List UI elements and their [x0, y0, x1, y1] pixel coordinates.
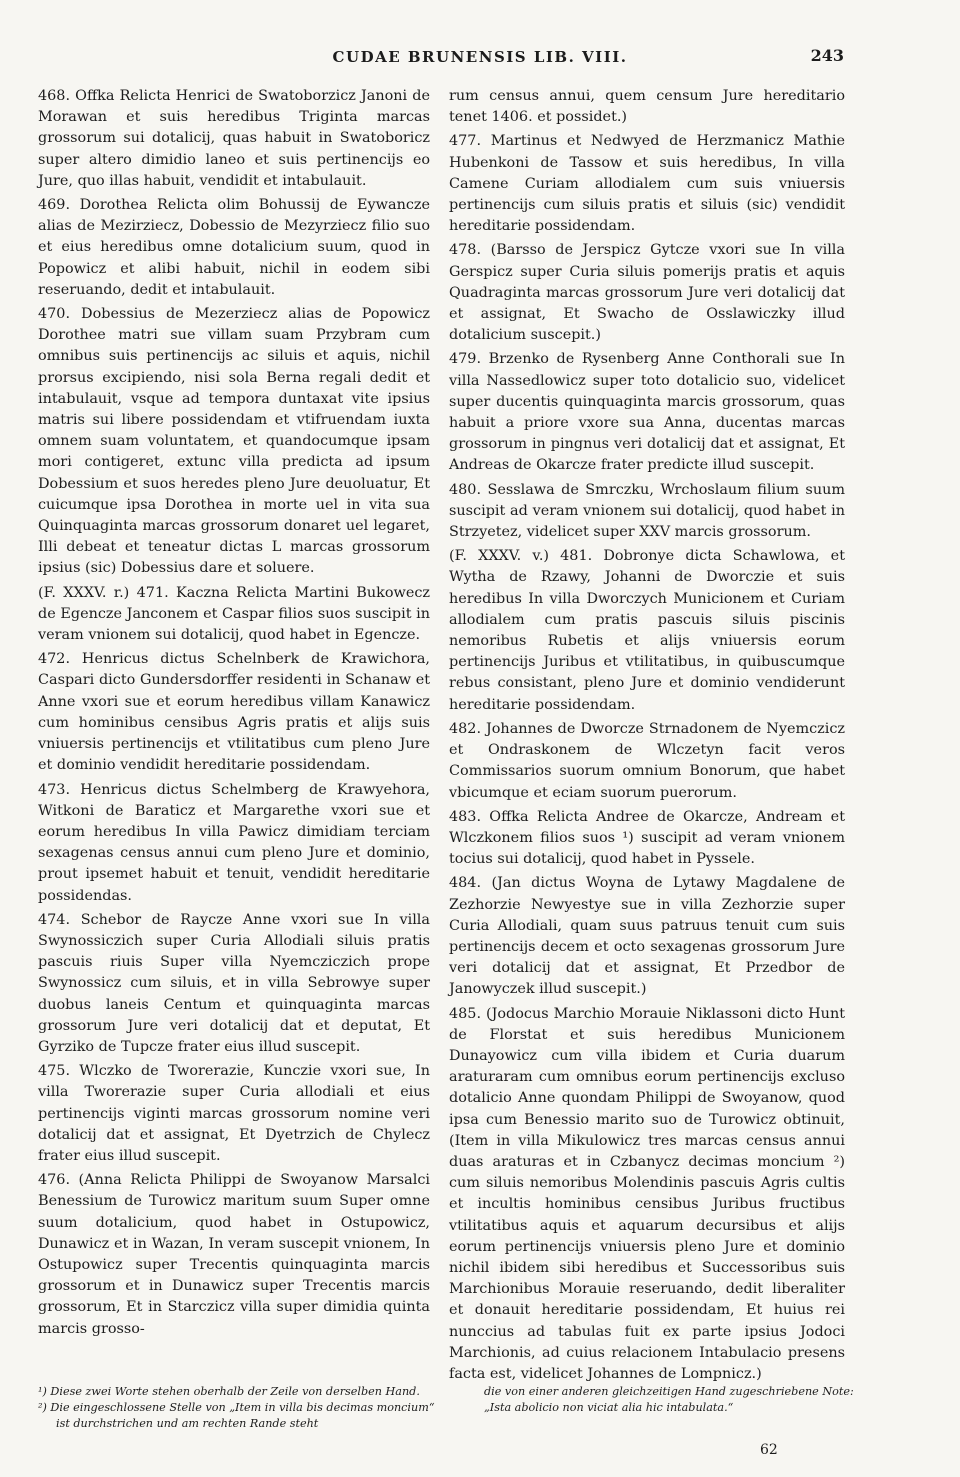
footnote-2: ²) Die eingeschlossene Stelle von „Item in villa bis decimas moncium“ ist durchstrichen und am rechten Rande steht — [38, 1401, 435, 1430]
entry-468: 468. Offka Relicta Henrici de Swatoborzicz Janoni de Morawan et suis heredibus Triginta marcas grossorum sui dotalicij, quas habuit in Swatoboricz super altero dimidio laneo et suis pertinencijs eo Jure, quo illas habuit, vendidit et intabulauit. — [38, 88, 430, 189]
entry-469: 469. Dorothea Relicta olim Bohussij de Eywancze alias de Mezirziecz, Dobessio de Mezyrziecz filio suo et eius heredibus omne dotalicium suum, quod in Popowicz et alibi habuit, nichil in eodem sibi reseruando, dedit et intabulauit. — [38, 197, 430, 298]
entry-482: 482. Johannes de Dworcze Strnadonem de Nyemczicz et Ondraskonem de Wlczetyn facit veros Commissarios suorum omnium Bonorum, que habet vbicumque et eciam suorum puerorum. — [449, 720, 845, 801]
footnote-1: ¹) Diese zwei Worte stehen oberhalb der Zeile von derselben Hand. — [38, 1385, 420, 1398]
entry-484: 484. (Jan dictus Woyna de Lytawy Magdalene de Zezhorzie Newyestye sue in villa Zezhorzie super Curia Allodiali, quam suus patruus tenuit cum suis pertinencijs decem et octo sexagenas grossorum Jure veri dotalicij dat et assignat, Et Przedbor de Janowyczek illud suscepit.) — [449, 875, 845, 998]
entry-479: 479. Brzenko de Rysenberg Anne Conthorali sue In villa Nassedlowicz super toto dotalicio suo, videlicet super ducentis quinquaginta marcis grossorum, quas habuit a priore vxore sua Anna, ducentas marcas grossorum in pingnus veri dotalicij dat et assignat, Et Andreas de Okarcze frater predicte illud suscepit. — [449, 351, 845, 474]
entry-474: 474. Schebor de Raycze Anne vxori sue In villa Swynossiczich super Curia Allodiali siluis pratis pascuis riuis Super villa Nyemcziczich prope Swynossicz cum siluis, et in villa Sebrowye super duobus laneis Centum et quinquaginta marcas grossorum Jure veri dotalicij dat et deputat, Et Gyrziko de Tupcze frater eius illud suscepit. — [38, 911, 430, 1055]
page-header — [0, 44, 960, 74]
footnote-2-continued: die von einer anderen gleichzeitigen Hand zugeschriebene Note: „Ista abolicio non viciat alia hic intabulata.“ — [484, 1385, 854, 1414]
entry-477: 477. Martinus et Nedwyed de Herzmanicz Mathie Hubenkoni de Tassow et suis heredibus, In villa Camene Curiam allodialem cum suis vniuersis pertinencijs cum siluis pratis et siluis (sic) vendidit hereditarie possidendam. — [449, 133, 845, 235]
entry-483: 483. Offka Relicta Andree de Okarcze, Andream et Wlczkonem filios suos ¹) suscipit ad veram vnionem tocius sui dotalicij, quod habet in Pyssele. — [449, 808, 845, 868]
entry-471: (F. XXXV. r.) 471. Kaczna Relicta Martini Bukowecz de Egencze Janconem et Caspar filios suos suscipit in veram vnionem sui dotalicij, quod habet in Egencze. — [38, 584, 430, 644]
entry-473: 473. Henricus dictus Schelmberg de Krawyehora, Witkoni de Baraticz et Margarethe vxori sue et eorum heredibus In villa Pawicz dimidiam terciam sexagenas census annui cum pleno Jure et dominio, prout ipsemet habuit et tenuit, vendidit hereditarie possidendas. — [38, 781, 430, 904]
right-column — [449, 86, 845, 1388]
entry-476: 476. (Anna Relicta Philippi de Swoyanow Marsalci Benessium de Turowicz maritum suum Super omne suum dotalicium, quod habet in Ostupowicz, Dunawicz et in Wazan, In veram suscepit vnionem, In Ostupowicz super Trecentis quinquaginta marcis grossorum et in Dunawicz super Trecentis marcis grossorum, Et in Starczicz villa super dimidia quinta marcis grosso- — [38, 1172, 430, 1337]
entry-472: 472. Henricus dictus Schelnberk de Krawichora, Caspari dicto Gundersdorffer residenti in Schanaw et Anne vxori sue et eorum heredibus villam Kanawicz cum hominibus censibus Agris pratis et alijs suis vniuersis pertinencijs et vtilitatibus cum pleno Jure et dominio vendidit hereditarie possidendam. — [38, 651, 430, 774]
left-column — [38, 86, 430, 1343]
entry-476-continued: rum census annui, quem censum Jure hereditario tenet 1406. et possidet.) — [449, 88, 845, 126]
running-head: CUDAE BRUNENSIS LIB. VIII. — [332, 48, 628, 66]
entry-475: 475. Wlczko de Tworerazie, Kunczie vxori sue, In villa Tworerazie super Curia allodiali et eius pertinencijs viginti marcas grossorum nomine veri dotalicij dat et assignat, Et Dyetrzich de Chylecz frater eius illud suscepit. — [38, 1063, 430, 1164]
sheet-number: 62 — [760, 1442, 778, 1458]
entry-470: 470. Dobessius de Mezerziecz alias de Popowicz Dorothee matri sue villam suam Przybram cum omnibus suis pertinencijs ac siluis et aquis, nichil prorsus excipiendo, nisi sola Berna regali dedit et intabulauit, vsque ad tempora duntaxat vite ipsius matris sui libere possidendam et vtifruendam iuxta omnem suam voluntatem, et quandocumque ipsam mori contigeret, extunc villa predicta ad ipsum Dobessium et suos heredes pleno Jure deuoluatur, Et cuicumque ipsa Dorothea in morte uel in vita sua Quinquaginta marcas grossorum donaret uel legaret, Illi debeat et teneatur dictas L marcas grossorum ipsius (sic) Dobessius dare et soluere. — [38, 306, 430, 577]
entry-481: (F. XXXV. v.) 481. Dobronye dicta Schawlowa, et Wytha de Rzawy, Johanni de Dworczie et suis heredibus In villa Dworczych Municionem et Curiam allodialem cum pratis pascuis siluis piscinis nemoribus Rubetis et alijs vniuersis eorum pertinencijs Juribus et vtilitatibus, in quibuscumque rebus consistant, pleno Jure et dominio vendiderunt hereditarie possidendam. — [449, 548, 845, 713]
entry-480: 480. Sesslawa de Smrczku, Wrchoslaum filium suum suscipit ad veram vnionem sui dotalicij, quod habet in Strzyetez, videlicet super XXV marcis grossorum. — [449, 481, 845, 541]
footnotes-left — [38, 1384, 448, 1432]
page-number: 243 — [810, 46, 844, 65]
entry-485: 485. (Jodocus Marchio Morauie Niklassoni dicto Hunt de Florstat et suis heredibus Municionem Dunayowicz cum villa ibidem et Curia duarum araturaram cum omnibus eorum pertinencijs excluso dotalicio Anne quondam Philippi de Swoyanow, quod ipsa cum Benessio marito suo de Turowicz obtinuit, (Item in villa Mikulowicz tres marcas census annui duas araturas et in Czbanycz decimas moncium ²) cum siluis nemoribus Molendinis pascuis Agris cultis et incultis hominibus censibus Juribus fructibus vtilitatibus aquis et aquarum decursibus et alijs eorum pertinencijs vniuersis pleno Jure et dominio nichil ibidem sibi heredibus et Successoribus suis Marchionibus Morauie reseruando, dedit liberaliter et donauit hereditarie possidendam, Et huius rei nunccius ad tabulas fuit ex parte ipsius Jodoci Marchionis, ad cuius relacionem Intabulacio presens facta est, videlicet Johannes de Lompnicz.) — [449, 1005, 845, 1382]
entry-478: 478. (Barsso de Jerspicz Gytcze vxori sue In villa Gerspicz super Curia siluis pomerijs pratis et aquis Quadraginta marcas grossorum Jure veri dotalicij dat et assignat, Et Swacho de Osslawiczky illud dotalicium suscepit.) — [449, 242, 845, 344]
